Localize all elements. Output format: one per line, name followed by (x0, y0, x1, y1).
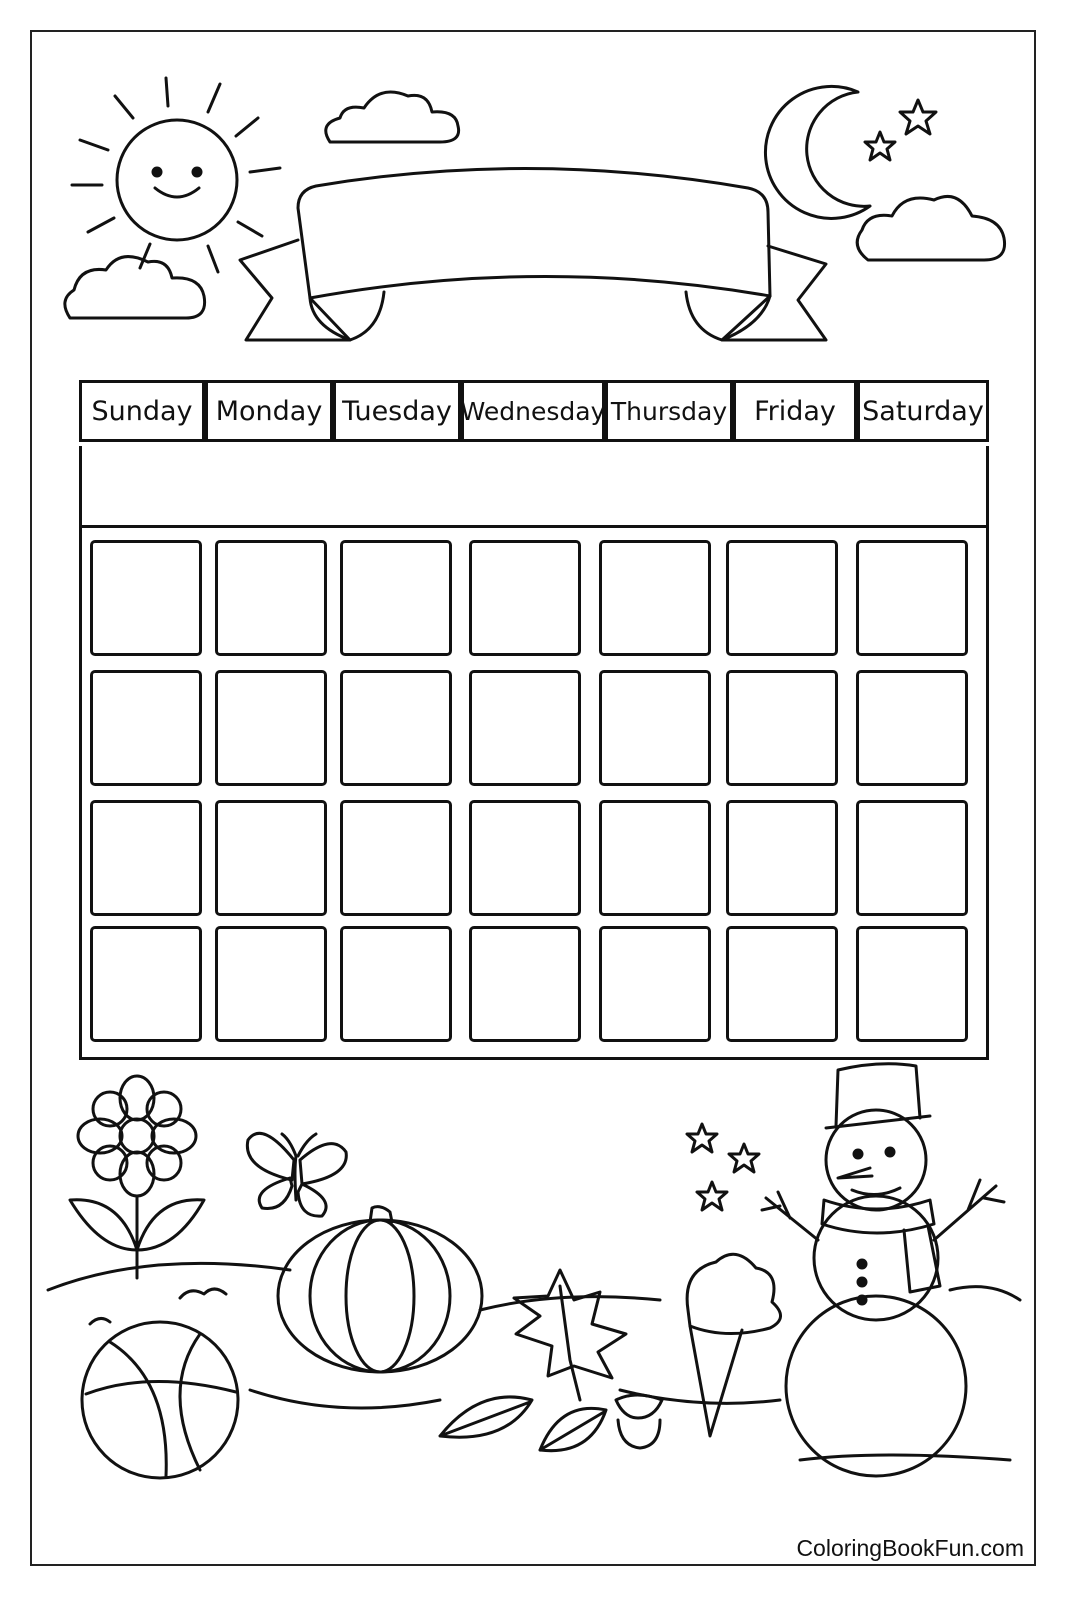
snowman-icon (762, 1064, 1004, 1476)
calendar-day-cell (469, 926, 581, 1042)
acorn-icon (616, 1395, 662, 1448)
site-watermark: ColoringBookFun.com (796, 1535, 1024, 1561)
calendar-day-cell (469, 670, 581, 786)
calendar-day-cell (215, 800, 327, 916)
weekday-wednesday: Wednesday (461, 380, 605, 442)
maple-leaf-icon (514, 1270, 626, 1400)
butterfly-icon (247, 1133, 346, 1216)
cloud-icon (326, 92, 459, 142)
beach-ball-icon (82, 1322, 238, 1478)
pumpkin-icon (278, 1207, 482, 1372)
calendar-day-cell (215, 670, 327, 786)
calendar-day-cell (90, 800, 202, 916)
calendar-day-cell (726, 800, 838, 916)
month-title-band (79, 446, 989, 528)
calendar-day-cell (215, 926, 327, 1042)
weekday-saturday: Saturday (857, 380, 989, 442)
calendar-day-cell (599, 670, 711, 786)
calendar-day-cell (469, 800, 581, 916)
sun-icon (72, 78, 280, 272)
calendar-day-cell (90, 926, 202, 1042)
weekday-header-row (79, 380, 989, 446)
calendar-day-cell (469, 540, 581, 656)
star-icon (865, 100, 936, 160)
calendar-day-cell (726, 670, 838, 786)
ground-hills (48, 1263, 1020, 1460)
calendar-day-cell (856, 800, 968, 916)
calendar-day-cell (340, 800, 452, 916)
weekday-thursday: Thursday (605, 380, 733, 442)
cloud-icon (65, 257, 205, 318)
moon-icon (765, 86, 870, 218)
star-icon (687, 1124, 759, 1210)
calendar-day-cell (599, 540, 711, 656)
calendar-day-cell (90, 670, 202, 786)
calendar-day-cell (726, 926, 838, 1042)
calendar-day-cell (340, 540, 452, 656)
calendar-day-cell (856, 540, 968, 656)
calendar-day-cell (340, 670, 452, 786)
calendar-day-cell (856, 670, 968, 786)
cloud-icon (857, 196, 1004, 260)
weekday-friday: Friday (733, 380, 857, 442)
calendar-day-cell (215, 540, 327, 656)
calendar-day-cell (726, 540, 838, 656)
banner-ribbon (240, 168, 826, 340)
weekday-sunday: Sunday (79, 380, 205, 442)
calendar-day-cell (599, 800, 711, 916)
weekday-tuesday: Tuesday (333, 380, 461, 442)
ice-cream-icon (687, 1254, 780, 1436)
calendar-day-cell (599, 926, 711, 1042)
flower-icon (70, 1076, 204, 1278)
leaf-icon (440, 1397, 606, 1451)
calendar-day-cell (856, 926, 968, 1042)
calendar-grid (79, 528, 989, 1060)
calendar-day-cell (340, 926, 452, 1042)
calendar-day-cell (90, 540, 202, 656)
weekday-monday: Monday (205, 380, 333, 442)
